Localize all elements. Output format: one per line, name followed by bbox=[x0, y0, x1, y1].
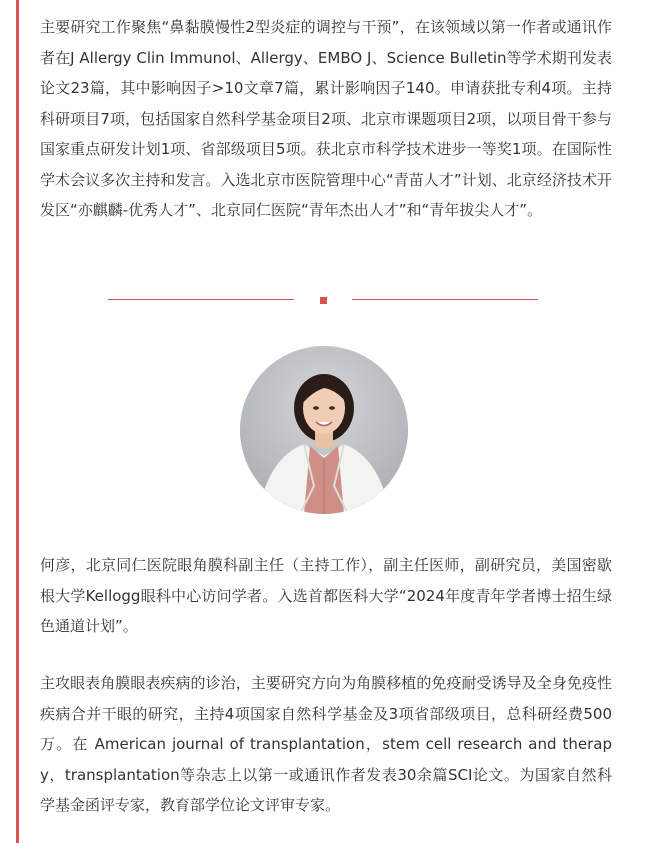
research-summary-paragraph: 主要研究工作聚焦“鼻黏膜慢性2型炎症的调控与干预”，在该领域以第一作者或通讯作者在J Allergy Clin Immunol、Allergy、EMBO J、Science Bulletin等学术期刊发表论文23篇，其中影响因子>10文章7篇，累计影响因子140。申请获批专利4项。主持科研项目7项，包括国家自然科学基金项目2项、北京市课题项目2项，以项目骨干参与国家重点研发计划1项、省部级项目5项。获北京市科学技术进步一等奖1项。在国际性学术会议多次主持和发言。入选北京市医院管理中心“青苗人才”计划、北京经济技术开发区“亦麒麟-优秀人才”、北京同仁医院“青年杰出人才”和“青年拔尖人才”。 bbox=[40, 18, 612, 219]
left-accent-bar bbox=[16, 0, 19, 843]
profile-intro-paragraph: 何彦，北京同仁医院眼角膜科副主任（主持工作），副主任医师，副研究员，美国密歇根大学Kellogg眼科中心访问学者。入选首都医科大学“2024年度青年学者博士招生绿色通道计划”。 bbox=[40, 556, 612, 635]
clinical-research-paragraph: 主攻眼表角膜眼表疾病的诊治，主要研究方向为角膜移植的免疫耐受诱导及全身免疫性疾病合并干眼的研究，主持4项国家自然科学基金及3项省部级项目，总科研经费500万。在 American journal of transplantation，stem cell research and therapy，transplantation等杂志上以第一或通讯作者发表30余篇SCI论文。为国家自然科学基金函评专家，教育部学位论文评审专家。 bbox=[40, 674, 612, 814]
divider-line-left bbox=[108, 299, 294, 300]
doctor-portrait bbox=[240, 346, 408, 514]
portrait-illustration bbox=[240, 346, 408, 514]
divider-dot bbox=[320, 297, 327, 304]
divider-line-right bbox=[352, 299, 538, 300]
